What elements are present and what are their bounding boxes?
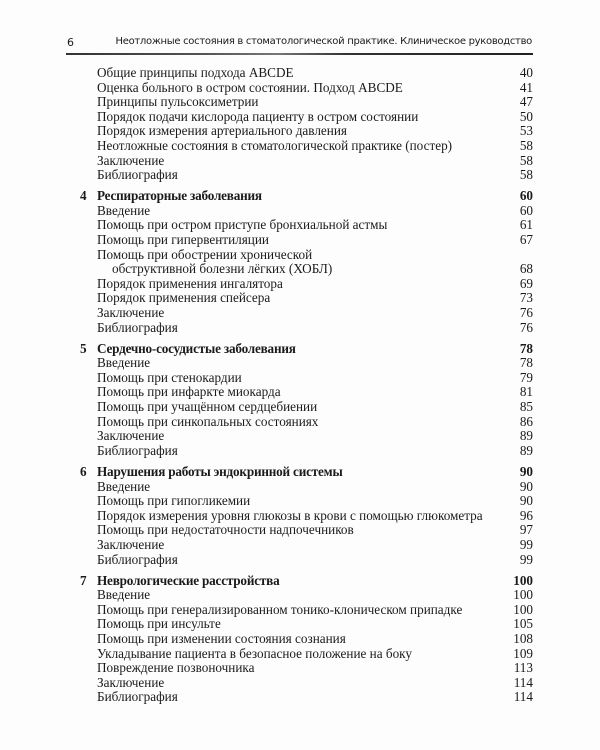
toc-entry-title: Порядок применения спейсера bbox=[97, 290, 271, 306]
toc-entry-page: 105 bbox=[513, 616, 533, 632]
toc-entry[interactable] bbox=[70, 139, 533, 154]
toc-entry-page: 40 bbox=[519, 65, 533, 80]
toc-entry-page: 60 bbox=[519, 202, 533, 218]
toc-entry-page: 89 bbox=[519, 428, 533, 444]
toc-entry-title: Порядок применения ингалятора bbox=[97, 275, 283, 291]
toc-entry[interactable] bbox=[70, 647, 533, 662]
toc-entry[interactable] bbox=[70, 400, 533, 415]
toc-entry-title: Заключение bbox=[97, 428, 165, 444]
chapter-heading[interactable] bbox=[70, 574, 533, 589]
chapter-heading[interactable] bbox=[70, 189, 533, 204]
chapter-title: Респираторные заболевания bbox=[97, 188, 262, 204]
toc-entry-page: 69 bbox=[519, 275, 533, 291]
toc-entry[interactable] bbox=[70, 233, 533, 248]
toc-entry-title: Библиография bbox=[97, 167, 178, 183]
toc-entry-title: Заключение bbox=[97, 305, 165, 320]
header-divider bbox=[66, 53, 533, 55]
toc-entry-page: 50 bbox=[519, 108, 533, 124]
toc-entry-title: Порядок измерения уровня глюкозы в крови с помощью глюкометра bbox=[97, 507, 483, 523]
toc-entry-page: 53 bbox=[519, 123, 533, 139]
toc-entry-title: Заключение bbox=[97, 674, 165, 690]
toc-chapter-6 bbox=[70, 465, 533, 567]
chapter-title: Неврологические расстройства bbox=[97, 572, 280, 588]
toc-entry[interactable] bbox=[70, 690, 533, 705]
toc-entry-page: 76 bbox=[519, 305, 533, 320]
toc-entry[interactable] bbox=[70, 523, 533, 538]
chapter-heading[interactable] bbox=[70, 342, 533, 357]
toc-entry-page: 113 bbox=[513, 660, 533, 676]
toc-entry-page: 100 bbox=[513, 587, 533, 603]
toc-entry[interactable] bbox=[70, 603, 533, 618]
toc-intro-entries bbox=[70, 66, 533, 183]
toc-entry-page: 58 bbox=[519, 167, 533, 183]
toc-entry-title: Помощь при инфаркте миокарда bbox=[97, 384, 281, 400]
toc-entry[interactable] bbox=[70, 661, 533, 676]
toc-entry-page: 90 bbox=[519, 493, 533, 509]
toc-entry-page: 109 bbox=[513, 645, 533, 661]
toc-entry[interactable] bbox=[70, 429, 533, 444]
toc-entry-title: Помощь при стенокардии bbox=[97, 369, 242, 385]
toc-chapter-7 bbox=[70, 574, 533, 705]
toc-entry-page: 100 bbox=[513, 601, 533, 617]
chapter-title: Нарушения работы эндокринной системы bbox=[97, 463, 343, 479]
toc-entry[interactable] bbox=[70, 553, 533, 568]
toc-entry-page: 58 bbox=[519, 137, 533, 153]
toc-entry[interactable] bbox=[70, 306, 533, 321]
toc-entry-page: 114 bbox=[513, 689, 533, 705]
toc-entry-title: Заключение bbox=[97, 536, 165, 552]
chapter-number: 7 bbox=[80, 572, 87, 588]
toc-entry[interactable] bbox=[70, 371, 533, 386]
toc-entry-page: 99 bbox=[519, 536, 533, 552]
toc-entry-title: Библиография bbox=[97, 442, 178, 458]
toc-entry-title: Помощь при остром приступе бронхиальной астмы bbox=[97, 217, 388, 233]
toc-entry[interactable] bbox=[70, 385, 533, 400]
toc-entry-title: Библиография bbox=[97, 551, 178, 567]
toc-entry-title: Общие принципы подхода ABCDE bbox=[97, 65, 294, 80]
toc-entry-page: 96 bbox=[519, 507, 533, 523]
toc-entry-title: Помощь при недостаточности надпочечников bbox=[97, 522, 354, 538]
page-number: 6 bbox=[67, 36, 74, 49]
toc-entry-title: Укладывание пациента в безопасное положение на боку bbox=[97, 645, 412, 661]
toc-entry[interactable] bbox=[70, 356, 533, 371]
toc-entry-title: обструктивной болезни лёгких (ХОБЛ) bbox=[112, 261, 333, 277]
toc-entry[interactable] bbox=[70, 509, 533, 524]
toc-entry-title: Принципы пульсоксиметрии bbox=[97, 94, 259, 110]
toc-entry-page: 73 bbox=[519, 290, 533, 306]
toc-entry[interactable] bbox=[70, 632, 533, 647]
toc-entry-page: 97 bbox=[519, 522, 533, 538]
toc-entry-title: Повреждение позвоночника bbox=[97, 660, 255, 676]
chapter-number: 4 bbox=[80, 188, 87, 204]
toc-entry-title: Помощь при учащённом сердцебиении bbox=[97, 399, 318, 415]
toc-entry[interactable] bbox=[70, 168, 533, 183]
toc-entry[interactable] bbox=[70, 66, 533, 81]
toc-entry[interactable] bbox=[70, 444, 533, 459]
toc-chapter-5 bbox=[70, 342, 533, 459]
toc-entry-page: 67 bbox=[519, 232, 533, 248]
toc-entry-page: 114 bbox=[513, 674, 533, 690]
toc-entry[interactable] bbox=[70, 676, 533, 691]
toc-entry[interactable] bbox=[70, 538, 533, 553]
toc-entry[interactable] bbox=[70, 95, 533, 110]
toc-entry-page: 99 bbox=[519, 551, 533, 567]
toc-entry-page: 47 bbox=[519, 94, 533, 110]
toc-entry[interactable] bbox=[70, 617, 533, 632]
toc-entry-title: Введение bbox=[97, 355, 151, 371]
toc-entry-page: 89 bbox=[519, 442, 533, 458]
toc-entry-title: Помощь при гипервентиляции bbox=[97, 232, 269, 248]
toc-entry[interactable] bbox=[70, 124, 533, 139]
toc-entry-page: 85 bbox=[519, 399, 533, 415]
running-title: Неотложные состояния в стоматологической практике. Клиническое руководство bbox=[115, 36, 532, 47]
toc-entry-page: 76 bbox=[519, 319, 533, 335]
toc-entry-title: Помощь при синкопальных состояниях bbox=[97, 413, 319, 429]
toc-entry-title: Помощь при инсульте bbox=[97, 616, 221, 632]
chapter-page: 60 bbox=[519, 188, 533, 204]
toc-entry-page: 81 bbox=[519, 384, 533, 400]
toc-entry-title: Библиография bbox=[97, 689, 178, 705]
toc-entry[interactable] bbox=[70, 262, 533, 277]
toc-entry-title: Помощь при обострении хронической bbox=[97, 246, 313, 262]
toc-entry-page: 86 bbox=[519, 413, 533, 429]
toc-entry-page: 79 bbox=[519, 369, 533, 385]
chapter-page: 100 bbox=[513, 572, 533, 588]
toc-entry-title: Оценка больного в остром состоянии. Подход ABCDE bbox=[97, 79, 403, 95]
toc-entry-title: Помощь при гипогликемии bbox=[97, 493, 251, 509]
toc-entry-page: 58 bbox=[519, 152, 533, 168]
toc-entry-title: Помощь при генерализированном тонико-клоническом припадке bbox=[97, 601, 463, 617]
chapter-number: 6 bbox=[80, 463, 87, 479]
toc-entry[interactable] bbox=[70, 321, 533, 336]
toc-entry[interactable] bbox=[70, 204, 533, 219]
toc-entry-title: Порядок подачи кислорода пациенту в остром состоянии bbox=[97, 108, 419, 124]
toc-entry[interactable] bbox=[70, 588, 533, 603]
toc-entry-title: Введение bbox=[97, 587, 151, 603]
toc-entry-title: Введение bbox=[97, 478, 151, 494]
chapter-page: 78 bbox=[519, 340, 533, 356]
toc-entry[interactable] bbox=[70, 291, 533, 306]
toc-chapter-4 bbox=[70, 189, 533, 335]
toc-entry[interactable] bbox=[70, 277, 533, 292]
toc-entry-page: 78 bbox=[519, 355, 533, 371]
toc-entry[interactable] bbox=[70, 218, 533, 233]
table-of-contents bbox=[70, 66, 533, 705]
toc-entry-page: 90 bbox=[519, 478, 533, 494]
toc-entry-title: Порядок измерения артериального давления bbox=[97, 123, 347, 139]
toc-entry-title: Введение bbox=[97, 202, 151, 218]
toc-entry-title: Помощь при изменении состояния сознания bbox=[97, 630, 346, 646]
toc-entry-title: Библиография bbox=[97, 319, 178, 335]
toc-entry[interactable] bbox=[70, 248, 533, 263]
toc-entry-page: 108 bbox=[513, 630, 533, 646]
toc-entry-title: Неотложные состояния в стоматологической практике (постер) bbox=[97, 137, 453, 153]
toc-entry[interactable] bbox=[70, 494, 533, 509]
chapter-page: 90 bbox=[519, 463, 533, 479]
chapter-title: Сердечно-сосудистые заболевания bbox=[97, 340, 296, 356]
toc-chapters bbox=[70, 189, 533, 705]
toc-entry-page: 61 bbox=[519, 217, 533, 233]
toc-entry[interactable] bbox=[70, 415, 533, 430]
chapter-number: 5 bbox=[80, 340, 87, 356]
chapter-heading[interactable] bbox=[70, 465, 533, 480]
toc-entry[interactable] bbox=[70, 81, 533, 96]
toc-entry-title: Заключение bbox=[97, 152, 165, 168]
toc-entry-page: 41 bbox=[519, 79, 533, 95]
toc-entry-page: 68 bbox=[519, 261, 533, 277]
toc-entry[interactable] bbox=[70, 480, 533, 495]
toc-entry[interactable] bbox=[70, 110, 533, 125]
toc-entry[interactable] bbox=[70, 154, 533, 169]
